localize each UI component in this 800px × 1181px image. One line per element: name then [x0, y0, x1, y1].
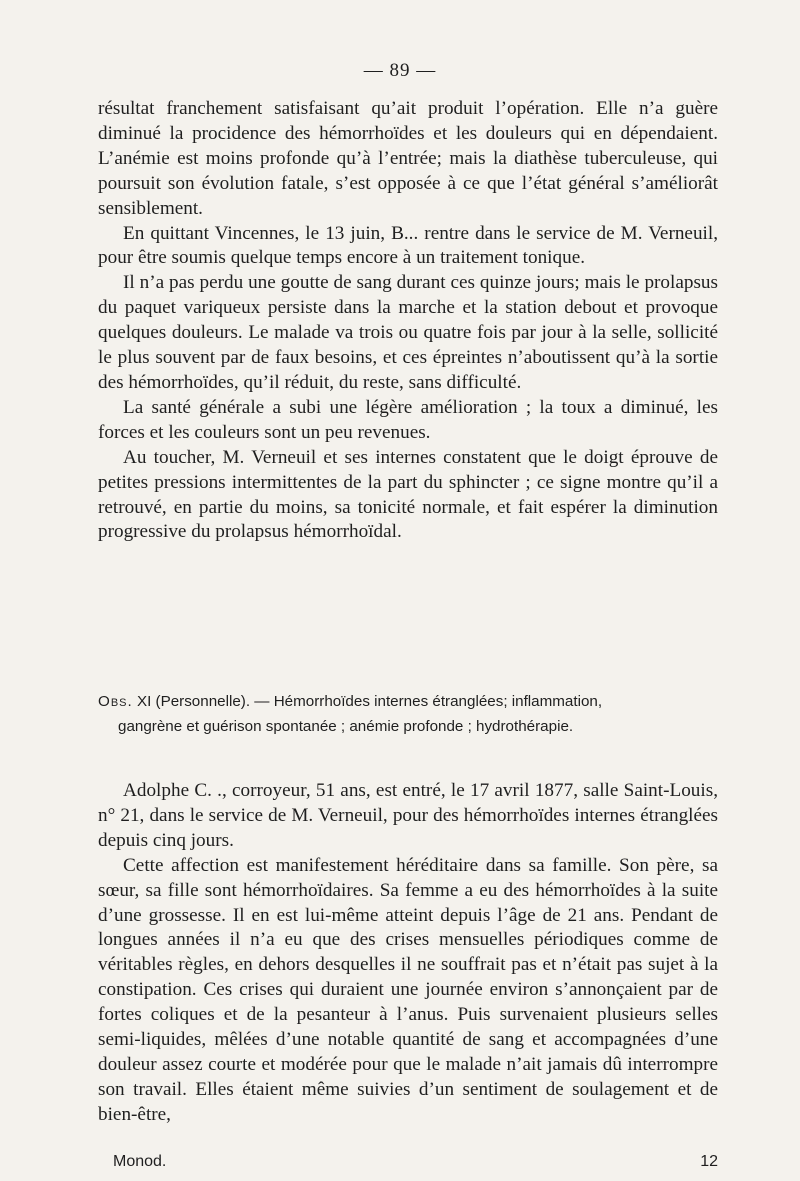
- observation-heading-line1: [98, 689, 718, 714]
- paragraph: La santé générale a subi une légère amélioration ; la toux a diminué, les forces et les couleurs sont un peu revenues.: [98, 396, 718, 443]
- body-text-top: [98, 97, 718, 545]
- page-footer: [113, 1153, 718, 1171]
- observation-heading: [98, 689, 718, 739]
- signature-mark: Monod.: [113, 1153, 167, 1170]
- observation-title: XI (Personnelle). — Hémorrhoïdes internes étranglées; inflammation,: [136, 693, 603, 710]
- paragraph: Il n’a pas perdu une goutte de sang durant ces quinze jours; mais le prolapsus du paquet variqueux persiste dans la marche et la station debout et provoque quelques douleurs. Le malade va trois ou quatre fois par jour à la selle, sollicité le plus souvent par de faux besoins, et ces épreintes n’aboutissent qu’à la sortie des hémorrhoïdes, qu’il réduit, du reste, sans difficulté.: [98, 272, 718, 393]
- observation-label: Obs.: [98, 693, 133, 710]
- signature-number: 12: [700, 1153, 718, 1170]
- body-text-bottom: [98, 779, 718, 1128]
- page-number: — 89 —: [363, 60, 437, 81]
- paragraph: Cette affection est manifestement héréditaire dans sa famille. Son père, sa sœur, sa fille sont hémorrhoïdaires. Sa femme a eu des hémorrhoïdes à la suite d’une grossesse. Il en est lui-même atteint depuis l’âge de 21 ans. Pendant de longues années il n’a eu que des crises mensuelles périodiques comme de véritables règles, en dehors desquelles il ne souffrait pas et n’était pas sujet à la constipation. Ces crises qui duraient une journée environ s’annonçaient par de fortes coliques et de la pesanteur à l’anus. Puis survenaient plusieurs selles semi-liquides, mêlées d’une notable quantité de sang et accompagnées d’une douleur assez courte et modérée pour que le malade n’ait jamais dû interrompre son travail. Elles étaient même suivies d’un sentiment de soulagement et de bien-être,: [98, 854, 718, 1125]
- observation-heading-line2: gangrène et guérison spontanée ; anémie profonde ; hydrothérapie.: [118, 718, 574, 735]
- paragraph: Adolphe C. ., corroyeur, 51 ans, est entré, le 17 avril 1877, salle Saint-Louis, n° 21, dans le service de M. Verneuil, pour des hémorrhoïdes internes étranglées depuis cinq jours.: [98, 780, 718, 851]
- paragraph: résultat franchement satisfaisant qu’ait produit l’opération. Elle n’a guère diminué la procidence des hémorrhoïdes et les douleurs qui en dépendaient. L’anémie est moins profonde qu’à l’entrée; mais la diathèse tuberculeuse, qui poursuit son évolution fatale, s’est opposée à ce que l’état général s’améliorât sensiblement.: [98, 98, 718, 219]
- paragraph: En quittant Vincennes, le 13 juin, B... rentre dans le service de M. Verneuil, pour être soumis quelque temps encore à un traitement tonique.: [98, 222, 718, 269]
- paragraph: Au toucher, M. Verneuil et ses internes constatent que le doigt éprouve de petites pressions intermittentes de la part du sphincter ; ce signe montre qu’il a retrouvé, en partie du moins, sa tonicité normale, et fait espérer la diminution progressive du prolapsus hémorrhoïdal.: [98, 446, 718, 543]
